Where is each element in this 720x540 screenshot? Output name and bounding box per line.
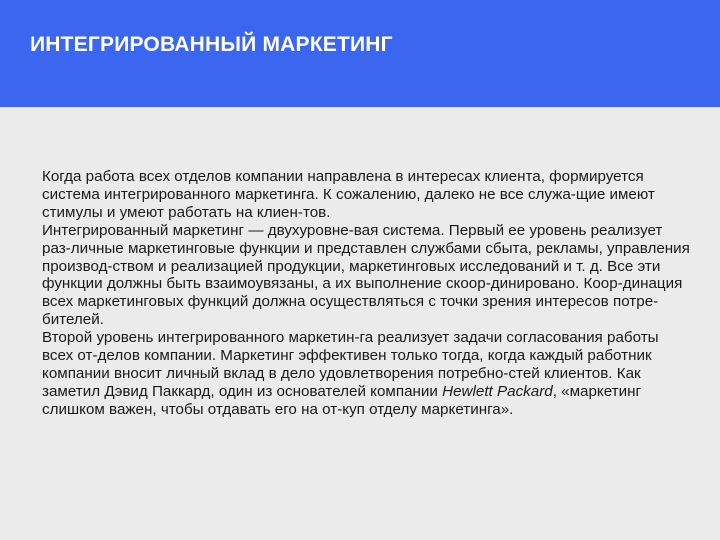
paragraph-3-text-after: , «маркетинг слишком важен, чтобы отдавать его на от-куп отделу маркетинга». [42, 382, 642, 418]
paragraph-2: Интегрированный маркетинг — двухуровне-вая система. Первый ее уровень реализует раз-личные маркетинговые функции и представлен службами сбыта, рекламы, управления производ-ством и реализацией продукции, маркетинговых исследований и т. д. Все эти функции должны быть взаимоувязаны, а их выполнение скоор-динировано. Коор-динация всех маркетинговых функций должна осуществляться с точки зрения интересов потре-бителей. [42, 221, 690, 329]
slide-title: ИНТЕГРИРОВАННЫЙ МАРКЕТИНГ [30, 33, 393, 56]
paragraph-3 [42, 329, 692, 419]
paragraph-1: Когда работа всех отделов компании направлена в интересах клиента, формируется система интегрированного маркетинга. К сожалению, далеко не все служа-щие имеют стимулы и умеют работать на клиен-тов. [42, 168, 655, 221]
paragraph-3-text-before: Второй уровень интегрированного маркетин-га реализует задачи согласования работы всех от-делов компании. Маркетинг эффективен только тогда, когда каждый работник компании вносит личный вклад в дело удовлетворения потребно-стей клиентов. Как заметил Дэвид Паккард, один из основателей компании [42, 329, 659, 400]
title-banner [0, 0, 720, 107]
company-name: Hewlett Packard [442, 382, 553, 400]
slide-body [42, 168, 692, 419]
